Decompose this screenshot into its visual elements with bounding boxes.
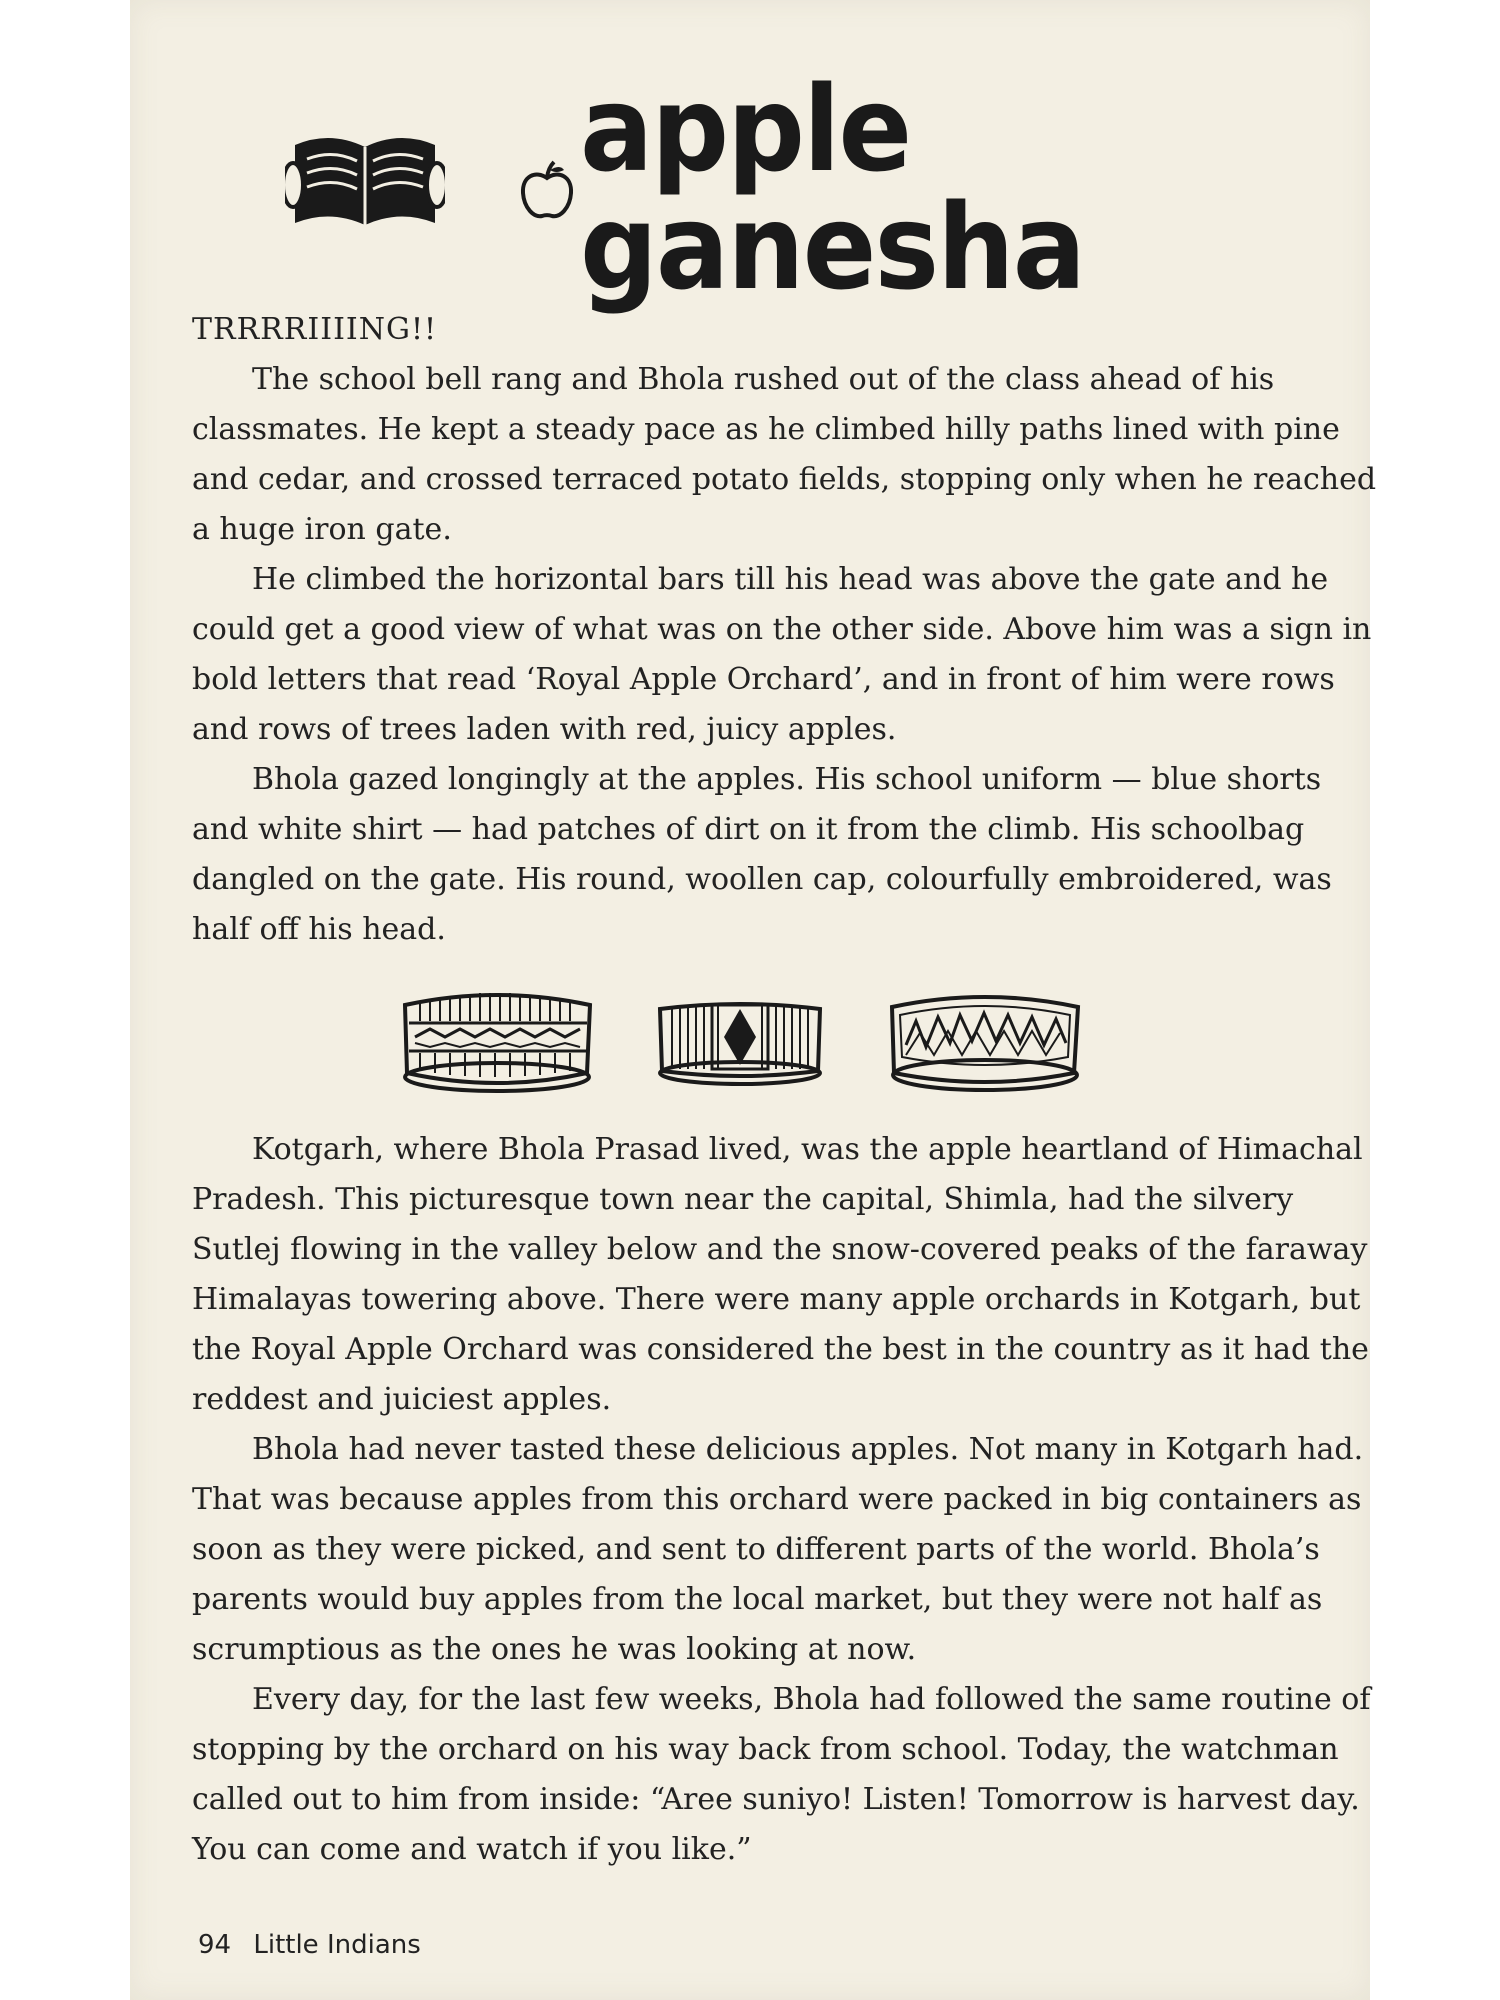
paragraph: He climbed the horizontal bars till his head was above the gate and he could get a good view of what was on the other side. Above him was a sign in bold letters that read ‘Royal Apple Orchard’, and in front of him were rows and rows of trees laden with red, juicy apples. [192, 562, 1372, 747]
paragraph: The school bell rang and Bhola rushed out of the class ahead of his classmates. He kept a steady pace as he climbed hilly paths lined with pine and cedar, and crossed terraced potato fields, stopping only when he reached a huge iron gate. [192, 362, 1377, 547]
chapter-heading [130, 60, 1370, 316]
open-book-icon [285, 125, 445, 235]
paragraph: Bhola had never tasted these delicious apples. Not many in Kotgarh had. That was because apples from this orchard were packed in big containers as soon as they were picked, and sent to different parts of the world. Bhola’s parents would buy apples from the local market, but they were not half as scrumptious as the ones he was looking at now. [192, 1432, 1364, 1667]
paragraph: Every day, for the last few weeks, Bhola had followed the same routine of stopping by the orchard on his way back from school. Today, the watchman called out to him from inside: “Aree suniyo! Listen! Tomorrow is harvest day. You can come and watch if you like.” [192, 1682, 1371, 1867]
book-page [130, 0, 1377, 2000]
chapter-title: apple ganesha [580, 60, 1085, 316]
embroidered-cap-illustration-2 [650, 995, 830, 1090]
caps-illustration-row [130, 985, 1370, 1115]
embroidered-cap-illustration-1 [395, 985, 600, 1095]
book-title: Little Indians [253, 1930, 421, 1960]
embroidered-cap-illustration-3 [880, 985, 1090, 1095]
apple-icon [518, 160, 576, 222]
text-block-top [192, 305, 1382, 955]
paragraph: Kotgarh, where Bhola Prasad lived, was the apple heartland of Himachal Pradesh. This picturesque town near the capital, Shimla, had the silvery Sutlej flowing in the valley below and the snow-covered peaks of the faraway Himalayas towering above. There were many apple orchards in Kotgarh, but the Royal Apple Orchard was considered the best in the country as it had the reddest and juiciest apples. [192, 1132, 1369, 1417]
bell-sound-text: TRRRRIIIING!! [192, 312, 438, 347]
text-block-bottom [192, 1125, 1382, 1875]
paragraph: Bhola gazed longingly at the apples. His school uniform — blue shorts and white shirt — had patches of dirt on it from the climb. His schoolbag dangled on the gate. His round, woollen cap, colourfully embroidered, was half off his head. [192, 762, 1332, 947]
page-number: 94 [198, 1930, 232, 1960]
page-footer [198, 1930, 435, 1960]
